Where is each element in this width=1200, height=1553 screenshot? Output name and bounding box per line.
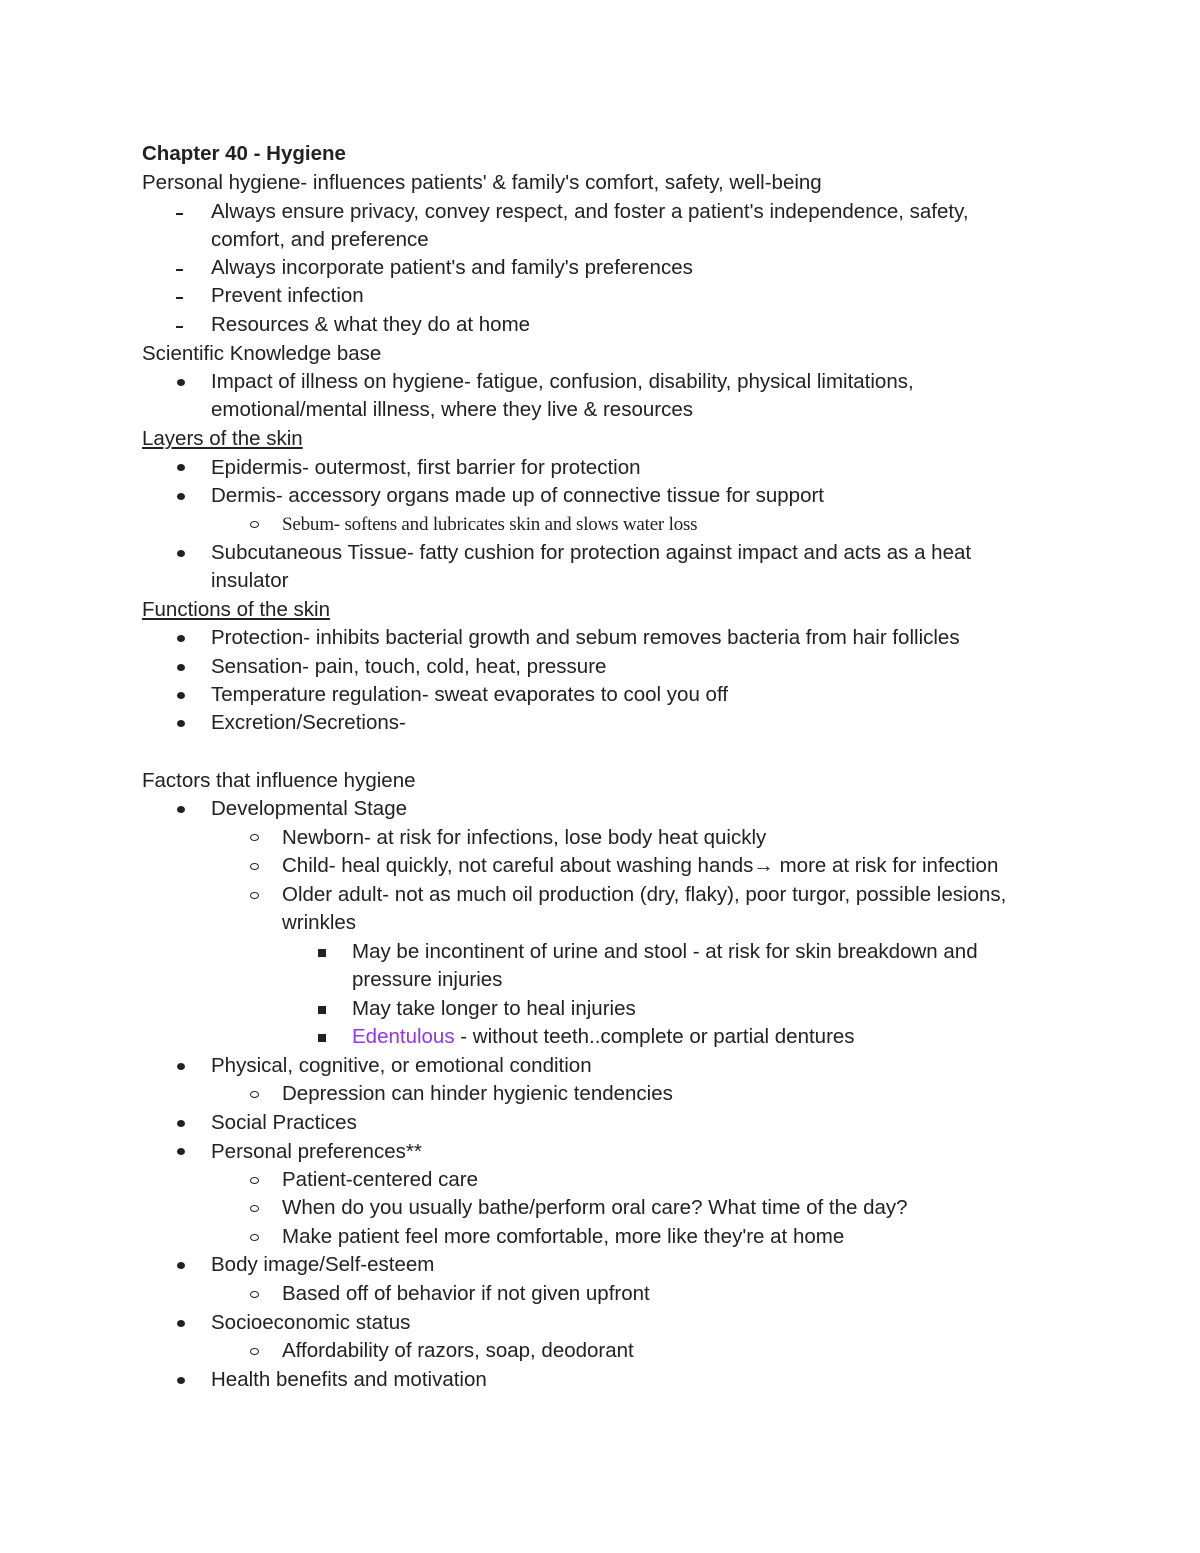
- bullet-dot: [177, 806, 185, 813]
- bullet-circle: [250, 1205, 259, 1212]
- bullet-dot: [177, 1120, 185, 1127]
- bullet-circle: [250, 1291, 259, 1298]
- list-subsubitem: May take longer to heal injuries: [352, 997, 636, 1020]
- list-subsubitem: [352, 1023, 855, 1051]
- scientific-heading: Scientific Knowledge base: [142, 342, 382, 365]
- bullet-dot: [177, 1148, 185, 1155]
- list-item: Body image/Self-esteem: [211, 1253, 435, 1276]
- dash-bullet: [176, 269, 183, 271]
- page-title: Chapter 40 - Hygiene: [142, 142, 346, 165]
- list-subitem: Older adult- not as much oil production (dry, flaky), poor turgor, possible lesions,: [282, 883, 1007, 906]
- layers-heading: Layers of the skin: [142, 427, 303, 450]
- bullet-square: [318, 1006, 326, 1014]
- list-item: Protection- inhibits bacterial growth and sebum removes bacteria from hair follicles: [211, 626, 960, 649]
- factors-heading: Factors that influence hygiene: [142, 769, 416, 792]
- list-subsubitem-continuation: pressure injuries: [352, 968, 503, 991]
- list-item-continuation: insulator: [211, 569, 289, 592]
- list-item: Socioeconomic status: [211, 1311, 411, 1334]
- list-item: Always ensure privacy, convey respect, and foster a patient's independence, safety,: [211, 200, 969, 223]
- edentulous-term: Edentulous: [352, 1025, 455, 1048]
- bullet-dot: [177, 379, 185, 386]
- list-subsubitem: May be incontinent of urine and stool - at risk for skin breakdown and: [352, 940, 978, 963]
- list-subitem: Patient-centered care: [282, 1168, 479, 1191]
- bullet-circle: [250, 1091, 259, 1098]
- bullet-dot: [177, 1320, 185, 1327]
- list-item: Health benefits and motivation: [211, 1368, 487, 1391]
- list-subitem: Child- heal quickly, not careful about washing hands→ more at risk for infection: [282, 854, 999, 877]
- bullet-circle: [250, 863, 259, 870]
- bullet-circle: [250, 1234, 259, 1241]
- bullet-circle: [250, 1177, 259, 1184]
- list-item: Social Practices: [211, 1111, 357, 1134]
- bullet-circle: [250, 834, 259, 841]
- bullet-square: [318, 949, 326, 957]
- list-item: Developmental Stage: [211, 797, 408, 820]
- list-subitem: Depression can hinder hygienic tendencies: [282, 1082, 673, 1105]
- list-item: Personal preferences**: [211, 1140, 422, 1163]
- list-subitem: Affordability of razors, soap, deodorant: [282, 1339, 634, 1362]
- bullet-circle: [250, 521, 259, 528]
- list-item: Always incorporate patient's and family's preferences: [211, 256, 693, 279]
- list-subitem: Sebum- softens and lubricates skin and slows water loss: [282, 514, 698, 535]
- list-item: Temperature regulation- sweat evaporates to cool you off: [211, 683, 728, 706]
- list-item: Physical, cognitive, or emotional condition: [211, 1054, 592, 1077]
- list-subitem: Based off of behavior if not given upfront: [282, 1282, 650, 1305]
- list-subitem: When do you usually bathe/perform oral care? What time of the day?: [282, 1196, 908, 1219]
- bullet-circle: [250, 1348, 259, 1355]
- bullet-dot: [177, 664, 185, 671]
- list-item: Sensation- pain, touch, cold, heat, pressure: [211, 655, 607, 678]
- personal-hygiene-heading: Personal hygiene- influences patients' & family's comfort, safety, well-being: [142, 171, 822, 194]
- bullet-dot: [177, 464, 185, 471]
- bullet-dot: [177, 720, 185, 727]
- list-item-continuation: comfort, and preference: [211, 228, 429, 251]
- list-item: Epidermis- outermost, first barrier for protection: [211, 456, 641, 479]
- list-subitem: Make patient feel more comfortable, more like they're at home: [282, 1225, 845, 1248]
- functions-heading: Functions of the skin: [142, 598, 331, 621]
- bullet-dot: [177, 550, 185, 557]
- bullet-circle: [250, 892, 259, 899]
- bullet-square: [318, 1034, 326, 1042]
- list-item: Resources & what they do at home: [211, 313, 531, 336]
- list-item-continuation: emotional/mental illness, where they live & resources: [211, 398, 693, 421]
- list-item: Subcutaneous Tissue- fatty cushion for protection against impact and acts as a heat: [211, 541, 972, 564]
- bullet-dot: [177, 1063, 185, 1070]
- list-item: Dermis- accessory organs made up of connective tissue for support: [211, 484, 824, 507]
- list-subitem: Newborn- at risk for infections, lose body heat quickly: [282, 826, 767, 849]
- edentulous-definition: - without teeth..complete or partial dentures: [454, 1025, 855, 1048]
- bullet-dot: [177, 493, 185, 500]
- bullet-dot: [177, 692, 185, 699]
- dash-bullet: [176, 297, 183, 299]
- bullet-dot: [177, 1377, 185, 1384]
- dash-bullet: [176, 213, 183, 215]
- list-item: Impact of illness on hygiene- fatigue, confusion, disability, physical limitations,: [211, 370, 914, 393]
- list-subitem-continuation: wrinkles: [282, 911, 357, 934]
- bullet-dot: [177, 1262, 185, 1269]
- list-item: Prevent infection: [211, 284, 364, 307]
- list-item: Excretion/Secretions-: [211, 711, 406, 734]
- bullet-dot: [177, 635, 185, 642]
- dash-bullet: [176, 326, 183, 328]
